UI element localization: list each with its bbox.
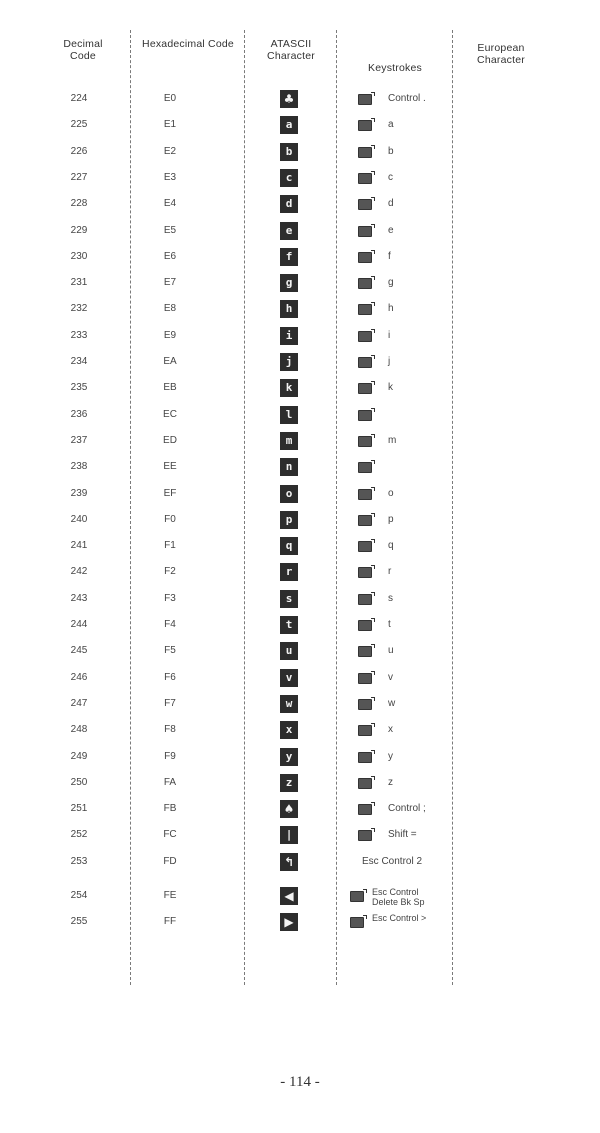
table-row [0, 428, 600, 454]
atascii-character-icon: v [280, 669, 298, 687]
hex-code: FE [163, 890, 177, 901]
header-atascii-character: ATASCII Character [267, 38, 315, 62]
hex-code: E0 [163, 93, 177, 104]
decimal-code: 250 [70, 776, 88, 788]
table-row [0, 402, 600, 428]
table-row [0, 717, 600, 743]
table-row [0, 349, 600, 375]
atari-key-icon [358, 515, 372, 526]
hex-code: E3 [163, 171, 177, 183]
atascii-character-icon: m [280, 432, 298, 450]
decimal-code: 252 [70, 829, 88, 841]
atascii-character-icon: l [280, 406, 298, 424]
atari-key-icon [358, 567, 372, 578]
table-row [0, 270, 600, 296]
table-row [0, 691, 600, 717]
hex-code: F1 [164, 540, 176, 552]
atari-key-icon [358, 804, 372, 815]
atascii-character-icon: e [280, 222, 298, 240]
decimal-code: 238 [70, 461, 88, 473]
keystroke-text: v [388, 671, 393, 683]
atari-key-icon [358, 462, 372, 473]
hex-code: E2 [163, 145, 177, 157]
atascii-character-icon: c [280, 169, 298, 187]
keystroke-text: a [388, 119, 394, 131]
atascii-character-icon: x [280, 721, 298, 739]
atari-key-icon [358, 357, 372, 368]
atari-key-icon [358, 620, 372, 631]
atari-key-icon [358, 699, 372, 710]
keystroke-text: f [388, 250, 391, 262]
atascii-character-icon: n [280, 458, 298, 476]
hex-code: E9 [163, 329, 177, 341]
table-row [0, 191, 600, 217]
decimal-code: 227 [70, 171, 88, 183]
atascii-character-icon: g [280, 274, 298, 292]
atari-key-icon [358, 752, 372, 763]
hex-code: F2 [164, 566, 176, 578]
atari-key-icon [358, 830, 372, 841]
atascii-character-icon: h [280, 300, 298, 318]
hex-code: F8 [164, 724, 176, 736]
keystroke-text: i [388, 329, 391, 341]
table-row [0, 218, 600, 244]
hex-code: FD [163, 855, 177, 867]
atari-key-icon [358, 94, 372, 105]
decimal-code: 230 [70, 250, 88, 262]
decimal-code: 240 [70, 513, 88, 525]
decimal-code: 251 [70, 803, 88, 815]
atascii-character-icon: ↰ [280, 853, 298, 871]
table-row [0, 796, 600, 822]
decimal-code: 236 [70, 408, 88, 420]
keystroke-text: u [388, 645, 394, 657]
hex-code: E6 [163, 250, 177, 262]
atari-key-icon [358, 673, 372, 684]
atascii-character-icon: k [280, 379, 298, 397]
decimal-code: 235 [70, 382, 88, 394]
table-row [0, 375, 600, 401]
decimal-code: 249 [70, 750, 88, 762]
decimal-code: 242 [70, 566, 88, 578]
keystroke-text: d [388, 198, 394, 210]
hex-code: F3 [164, 592, 176, 604]
table-row [0, 533, 600, 559]
atascii-character-icon: | [280, 826, 298, 844]
keystroke-text: e [388, 224, 394, 236]
table-row [0, 849, 600, 875]
decimal-code: 237 [70, 434, 88, 446]
keystroke-text: Esc Control > [372, 913, 427, 924]
decimal-code: 246 [70, 671, 88, 683]
keystroke-text: c [388, 171, 393, 183]
decimal-code: 228 [70, 198, 88, 210]
atascii-character-icon: ♣ [280, 90, 298, 108]
decimal-code: 233 [70, 329, 88, 341]
hex-code: FC [163, 829, 177, 841]
keystroke-text: g [388, 277, 394, 289]
decimal-code: 239 [70, 487, 88, 499]
hex-code: FF [163, 916, 177, 928]
atascii-character-icon: ♠ [280, 800, 298, 818]
decimal-code: 243 [70, 592, 88, 604]
atascii-character-icon: f [280, 248, 298, 266]
atari-key-icon [358, 541, 372, 552]
hex-code: E8 [163, 303, 177, 315]
decimal-code: 224 [70, 93, 88, 104]
atari-key-icon [358, 594, 372, 605]
atascii-character-icon: j [280, 353, 298, 371]
hex-code: FA [163, 776, 177, 788]
hex-code: EE [163, 461, 177, 473]
keystroke-text: Control ; [388, 803, 426, 815]
atascii-character-icon: b [280, 143, 298, 161]
atari-key-icon [358, 410, 372, 421]
table-row [0, 139, 600, 165]
table-row [0, 744, 600, 770]
atari-key-icon [358, 436, 372, 447]
hex-code: E4 [163, 198, 177, 210]
table-row [0, 454, 600, 480]
keystroke-text: j [388, 356, 391, 367]
atari-key-icon [358, 147, 372, 158]
keystroke-text: Shift = [388, 829, 417, 841]
decimal-code: 245 [70, 645, 88, 657]
atascii-character-icon: r [280, 563, 298, 581]
atascii-character-icon: o [280, 485, 298, 503]
page-number: - 114 - [280, 1074, 320, 1090]
atari-key-icon [358, 778, 372, 789]
atari-key-icon [358, 489, 372, 500]
hex-code: EB [163, 382, 177, 394]
decimal-code: 244 [70, 619, 88, 630]
atascii-character-icon: s [280, 590, 298, 608]
keystroke-text: x [388, 724, 393, 736]
header-european-character: European Character [477, 42, 525, 66]
atari-key-icon [350, 917, 364, 928]
atascii-character-icon: ▶ [280, 913, 298, 931]
atascii-character-icon: d [280, 195, 298, 213]
table-row [0, 612, 600, 638]
keystroke-text: p [388, 513, 394, 525]
atascii-character-icon: y [280, 748, 298, 766]
hex-code: E1 [163, 119, 177, 131]
keystroke-text: b [388, 145, 394, 157]
table-row [0, 507, 600, 533]
hex-code: F6 [164, 671, 176, 683]
keystroke-text: m [388, 434, 397, 446]
atascii-character-icon: w [280, 695, 298, 713]
hex-code: FB [163, 803, 177, 815]
atari-key-icon [358, 278, 372, 289]
decimal-code: 247 [70, 697, 88, 709]
atari-key-icon [358, 646, 372, 657]
atari-key-icon [350, 891, 364, 902]
atari-key-icon [358, 120, 372, 131]
table-row [0, 586, 600, 612]
keystroke-text: Esc Control 2 [362, 855, 423, 867]
hex-code: F9 [164, 750, 176, 762]
decimal-code: 232 [70, 303, 88, 315]
atari-key-icon [358, 226, 372, 237]
atascii-character-icon: p [280, 511, 298, 529]
decimal-code: 241 [70, 540, 88, 552]
keystroke-text: r [388, 566, 392, 578]
table-row [0, 165, 600, 191]
decimal-code: 225 [70, 119, 88, 131]
hex-code: ED [163, 434, 177, 446]
atascii-character-icon: a [280, 116, 298, 134]
decimal-code: 226 [70, 145, 88, 157]
atari-key-icon [358, 199, 372, 210]
keystroke-text: q [388, 540, 394, 552]
header-keystrokes: Keystrokes [368, 62, 422, 74]
keystroke-text: t [388, 619, 391, 630]
atari-key-icon [358, 252, 372, 263]
header-hexadecimal-code: Hexadecimal Code [142, 38, 234, 50]
keystroke-text: z [388, 776, 393, 788]
table-row [0, 638, 600, 664]
hex-code: F5 [164, 645, 176, 657]
table-row [0, 112, 600, 138]
decimal-code: 229 [70, 224, 88, 236]
keystroke-text: w [388, 697, 396, 709]
keystroke-text: s [388, 592, 393, 604]
table-row [0, 822, 600, 848]
keystroke-text: Esc Control Delete Bk Sp [372, 887, 425, 907]
atari-key-icon [358, 331, 372, 342]
hex-code: EF [163, 487, 177, 499]
keystroke-text: Control . [388, 93, 426, 104]
table-row [0, 323, 600, 349]
keystroke-text: k [388, 382, 393, 394]
atascii-character-icon: i [280, 327, 298, 345]
atascii-character-icon: t [280, 616, 298, 634]
hex-code: E5 [163, 224, 177, 236]
atascii-character-icon: z [280, 774, 298, 792]
hex-code: F0 [164, 513, 176, 525]
decimal-code: 231 [70, 277, 88, 289]
atascii-character-icon: q [280, 537, 298, 555]
table-row [0, 481, 600, 507]
decimal-code: 234 [70, 356, 88, 367]
atari-key-icon [358, 383, 372, 394]
atascii-character-icon: u [280, 642, 298, 660]
atascii-character-icon: ◀ [280, 887, 298, 905]
table-row [0, 883, 600, 909]
decimal-code: 253 [70, 855, 88, 867]
table-row [0, 244, 600, 270]
table-row [0, 559, 600, 585]
hex-code: EC [163, 408, 177, 420]
atari-key-icon [358, 304, 372, 315]
atari-key-icon [358, 173, 372, 184]
decimal-code: 255 [70, 916, 88, 928]
atari-key-icon [358, 725, 372, 736]
table-row [0, 86, 600, 112]
keystroke-text: h [388, 303, 394, 315]
hex-code: E7 [163, 277, 177, 289]
decimal-code: 254 [70, 890, 88, 901]
hex-code: F7 [164, 697, 176, 709]
keystroke-text: y [388, 750, 393, 762]
keystroke-text: o [388, 487, 394, 499]
table-row [0, 665, 600, 691]
hex-code: F4 [164, 619, 176, 630]
table-row [0, 909, 600, 935]
table-row [0, 770, 600, 796]
hex-code: EA [163, 356, 177, 367]
table-row [0, 296, 600, 322]
header-decimal-code: Decimal Code [63, 38, 103, 62]
decimal-code: 248 [70, 724, 88, 736]
